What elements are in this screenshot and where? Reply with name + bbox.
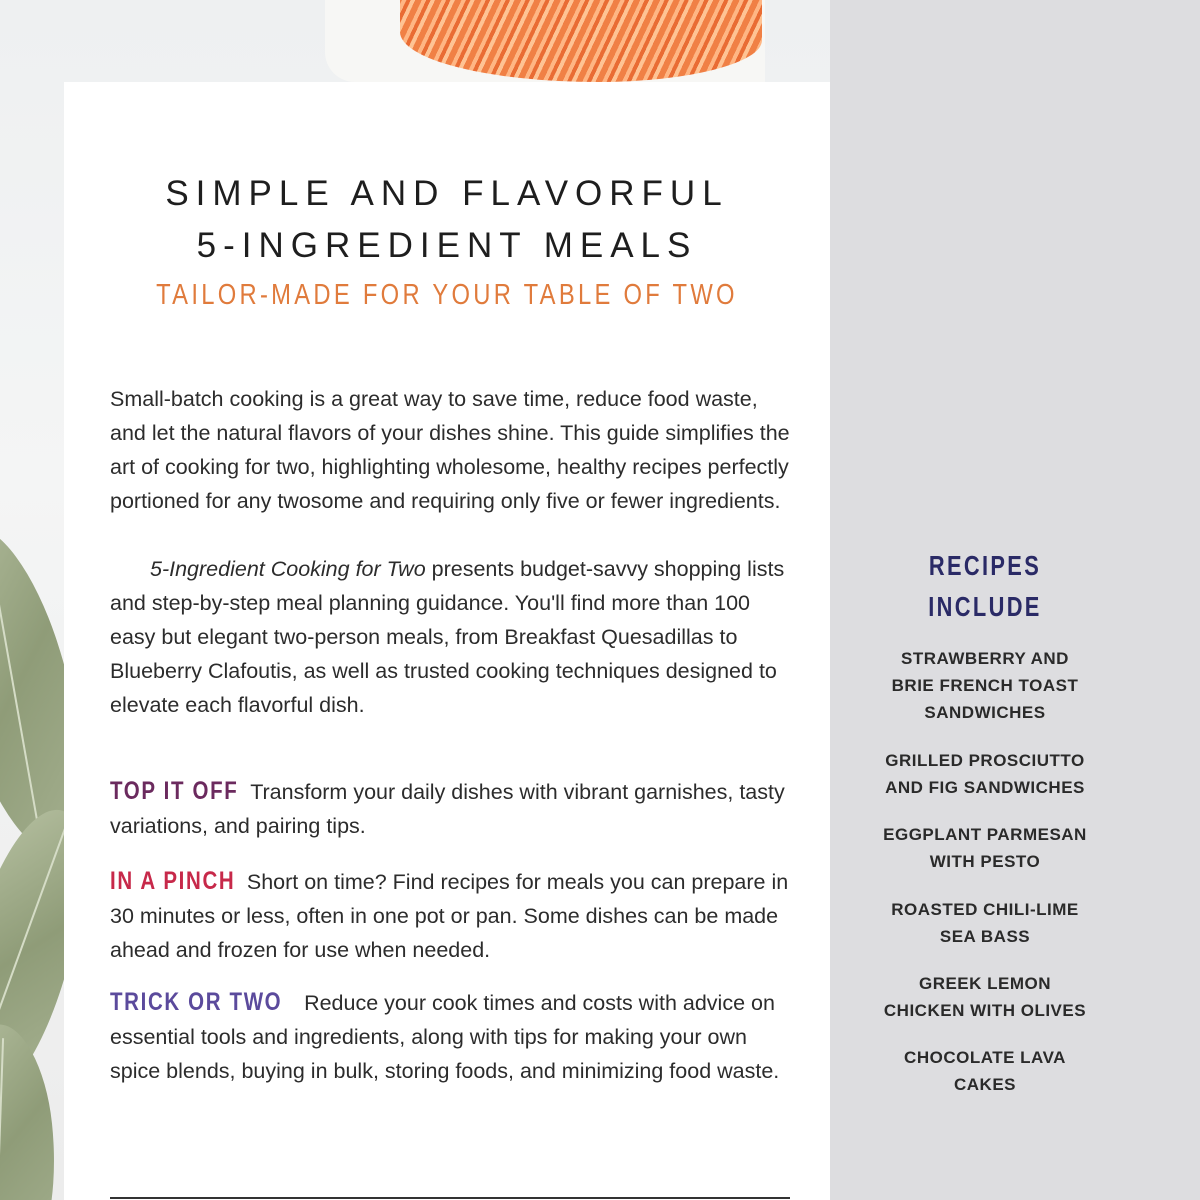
recipe-item — [860, 747, 1110, 801]
feature-text: Short on time? Find recipes for meals you can prepare in 30 minutes or less, often in one pot or pan. Some dishes can be made ahead and frozen for use when needed. — [110, 870, 789, 962]
details-text: presents budget-savvy shopping lists and step-by-step meal planning guidance. You'll find more than 100 easy but elegant two-person meals, from Breakfast Quesadillas to Blueberry Clafoutis, as well as trusted cooking techniques designed to elevate each flavorful dish. — [110, 557, 785, 717]
description-card — [64, 82, 830, 1200]
recipe-item — [860, 821, 1110, 875]
feature-title: TRICK OR TWO — [110, 988, 283, 1016]
feature-top-it-off — [110, 774, 790, 843]
recipe-line: STRAWBERRY AND — [901, 649, 1069, 668]
recipe-item — [860, 645, 1110, 726]
recipe-line: WITH PESTO — [929, 852, 1041, 871]
recipe-line: CHICKEN WITH OLIVES — [883, 1001, 1087, 1020]
intro-paragraph: Small-batch cooking is a great way to save time, reduce food waste, and let the natural flavors of your dishes shine. This guide simplifies the art of cooking for two, highlighting wholesome, healthy recipes perfectly portioned for any twosome and requiring only five or fewer ingredients. — [110, 387, 790, 513]
recipe-item — [860, 970, 1110, 1024]
recipe-line: BRIE FRENCH TOAST — [891, 676, 1079, 695]
feature-title: TOP IT OFF — [110, 777, 239, 805]
feature-in-a-pinch — [110, 864, 790, 967]
recipe-line: CAKES — [953, 1075, 1016, 1094]
recipe-item — [860, 896, 1110, 950]
details-paragraph — [110, 552, 790, 722]
recipe-line: EGGPLANT PARMESAN — [883, 825, 1087, 844]
book-title: 5-Ingredient Cooking for Two — [150, 557, 426, 581]
subheadline: TAILOR-MADE FOR YOUR TABLE OF TWO — [156, 279, 738, 311]
recipe-line: SEA BASS — [939, 927, 1031, 946]
recipe-line: GRILLED PROSCIUTTO — [885, 751, 1085, 770]
recipe-line: GREEK LEMON — [918, 974, 1052, 993]
feature-trick-or-two — [110, 985, 790, 1088]
recipe-item — [860, 1044, 1110, 1098]
feature-text: Transform your daily dishes with vibrant garnishes, tasty variations, and pairing tips. — [110, 780, 785, 838]
recipe-line: SANDWICHES — [924, 703, 1046, 722]
recipe-line: AND FIG SANDWICHES — [885, 778, 1085, 797]
feature-title: IN A PINCH — [110, 867, 236, 895]
recipe-line: ROASTED CHILI-LIME — [891, 900, 1079, 919]
feature-text: Reduce your cook times and costs with advice on essential tools and ingredients, along with tips for making your own spice blends, buying in bulk, storing foods, and minimizing food waste. — [110, 991, 780, 1083]
divider-line — [110, 1197, 790, 1199]
headline-line-2: 5-INGREDIENT MEALS — [196, 226, 698, 265]
recipe-line: CHOCOLATE LAVA — [904, 1048, 1066, 1067]
headline-line-1: SIMPLE AND FLAVORFUL — [165, 174, 729, 213]
sidebar-title-line-1: RECIPES — [928, 550, 1042, 581]
sidebar-title-line-2: INCLUDE — [928, 591, 1042, 622]
